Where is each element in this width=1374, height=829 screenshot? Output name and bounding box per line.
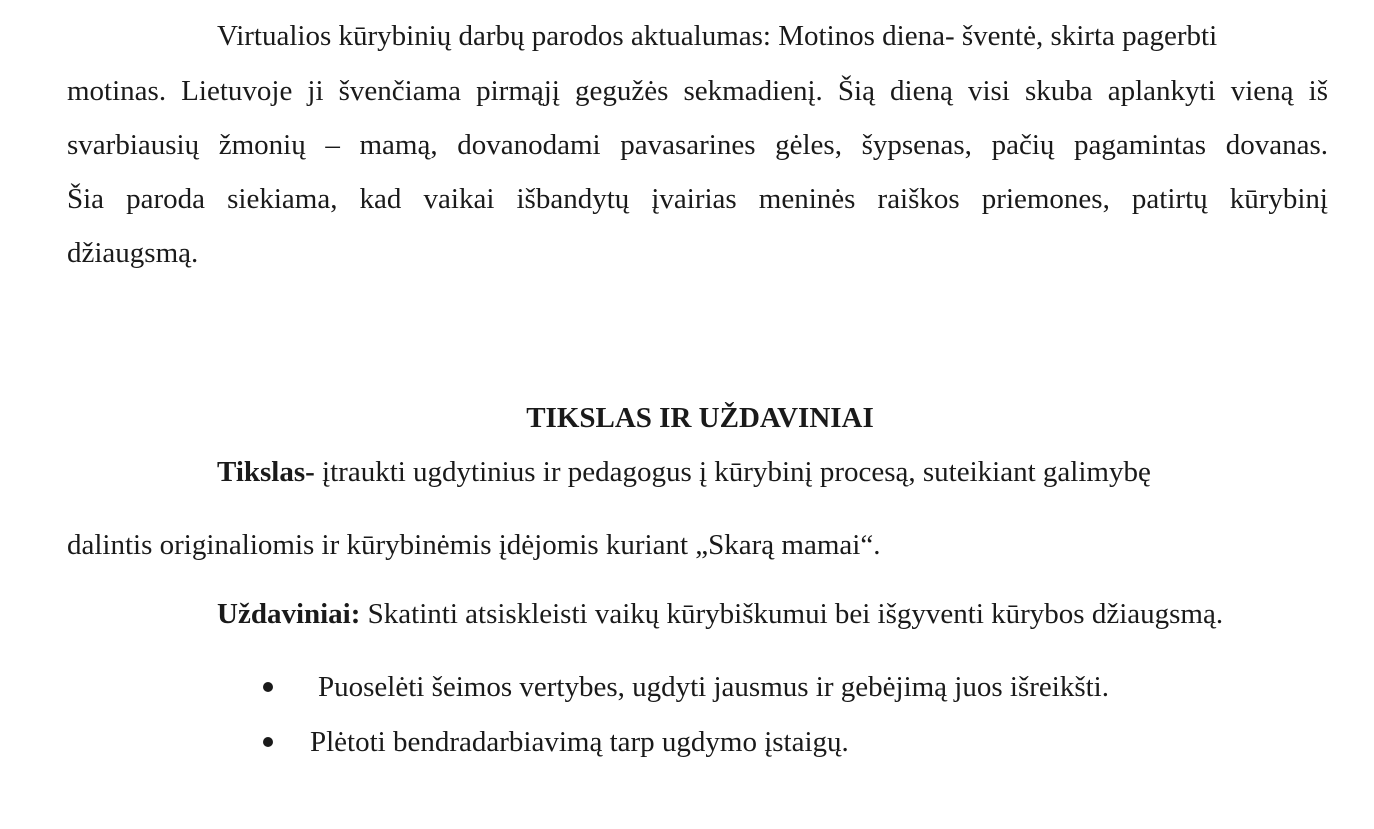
bullet-icon — [263, 682, 273, 692]
goal-label: Tikslas- — [217, 456, 315, 488]
intro-line-1: Virtualios kūrybinių darbų parodos aktualumas: Motinos diena- šventė, skirta pagerbti — [217, 20, 1218, 52]
bullet-item-2: Plėtoti bendradarbiavimą tarp ugdymo įstaigų. — [310, 726, 849, 758]
intro-line-5: džiaugsmą. — [67, 237, 199, 269]
goal-text-line-2: dalintis originaliomis ir kūrybinėmis įdėjomis kuriant „Skarą mamai“. — [67, 529, 881, 561]
goal-text-line-1: įtraukti ugdytinius ir pedagogus į kūrybinį procesą, suteikiant galimybę — [314, 456, 1151, 488]
goal-paragraph-line-1 — [217, 454, 1151, 490]
bullet-icon — [263, 737, 273, 747]
section-heading: TIKSLAS IR UŽDAVINIAI — [526, 402, 874, 434]
bullet-item-1: Puoselėti šeimos vertybes, ugdyti jausmus ir gebėjimą juos išreikšti. — [318, 671, 1109, 703]
tasks-label: Uždaviniai: — [217, 598, 361, 630]
intro-line-2: motinas. Lietuvoje ji švenčiama pirmąjį gegužės sekmadienį. Šią dieną visi skuba aplankyti vieną iš — [67, 75, 1328, 107]
tasks-text: Skatinti atsiskleisti vaikų kūrybiškumui bei išgyventi kūrybos džiaugsmą. — [360, 598, 1224, 630]
tasks-paragraph — [217, 596, 1223, 632]
intro-line-4: Šia paroda siekiama, kad vaikai išbandytų įvairias meninės raiškos priemones, patirtų kūrybinį — [67, 183, 1328, 215]
intro-line-3: svarbiausių žmonių – mamą, dovanodami pavasarines gėles, šypsenas, pačių pagamintas dovanas. — [67, 129, 1328, 161]
